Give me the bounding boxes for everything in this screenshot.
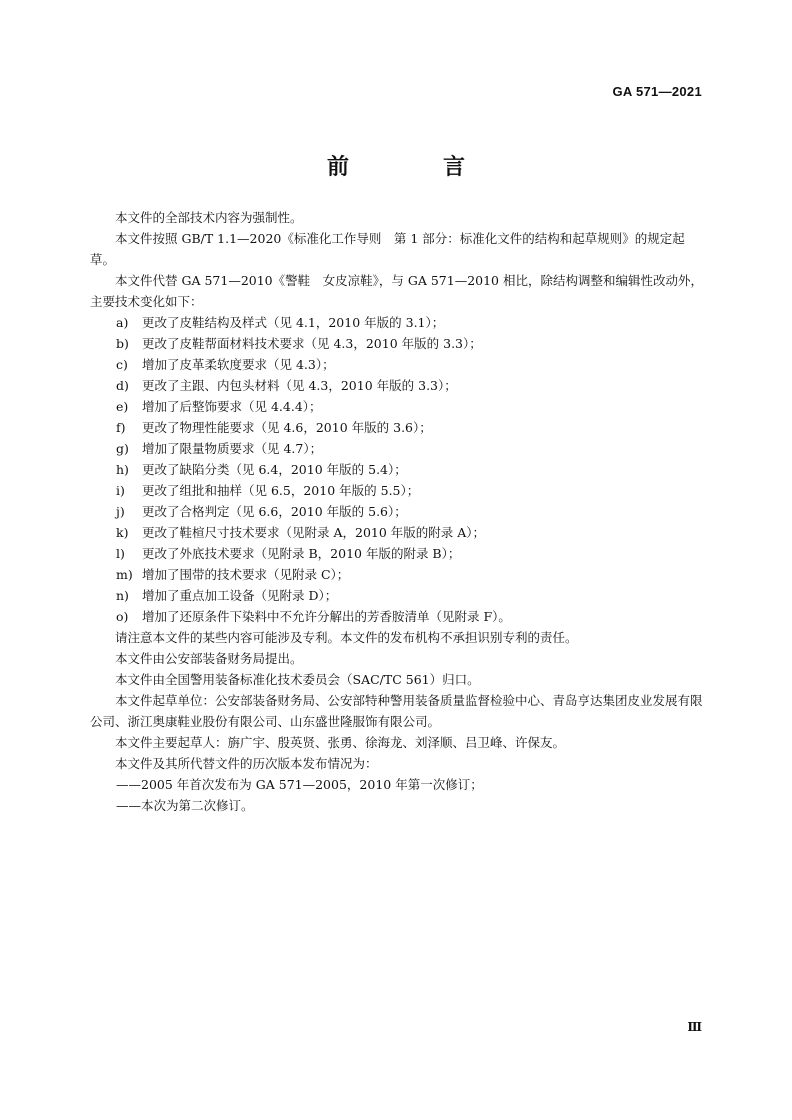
list-item: n) 增加了重点加工设备（见附录 D）； — [116, 588, 338, 603]
paragraph-drafting-units: 本文件起草单位：公安部装备财务局、公安部特种警用装备质量监督检验中心、青岛亨达集团皮业发展有限公司、浙江奥康鞋业股份有限公司、山东盛世隆服饰有限公司。 — [90, 693, 703, 729]
list-item: l) 更改了外底技术要求（见附录 B，2010 年版的附录 B）； — [116, 546, 461, 561]
paragraph-proposer: 本文件由公安部装备财务局提出。 — [115, 651, 303, 666]
paragraph-drafters: 本文件主要起草人：旃广宇、殷英贤、张勇、徐海龙、刘泽顺、吕卫峰、许保友。 — [115, 735, 566, 750]
changes-list — [90, 312, 705, 627]
list-item: k) 更改了鞋楦尺寸技术要求（见附录 A，2010 年版的附录 A）； — [116, 525, 486, 540]
list-item: o) 增加了还原条件下染料中不允许分解出的芳香胺清单（见附录 F）。 — [116, 609, 511, 624]
list-item: i) 更改了组批和抽样（见 6.5，2010 年版的 5.5）； — [116, 483, 420, 498]
list-item: j) 更改了合格判定（见 6.6，2010 年版的 5.6）； — [116, 504, 407, 519]
paragraph-history-intro: 本文件及其所代替文件的历次版本发布情况为： — [115, 756, 378, 771]
list-item: d) 更改了主跟、内包头材料（见 4.3，2010 年版的 3.3）； — [116, 378, 457, 393]
list-item: e) 增加了后整饰要求（见 4.4.4）； — [116, 399, 322, 414]
paragraph-replaces: 本文件代替 GA 571—2010《警鞋 女皮凉鞋》，与 GA 571—2010 相比，除结构调整和编辑性改动外，主要技术变化如下： — [90, 273, 703, 309]
list-item: a) 更改了皮鞋结构及样式（见 4.1，2010 年版的 3.1）； — [116, 315, 445, 330]
list-item: f) 更改了物理性能要求（见 4.6，2010 年版的 3.6）； — [116, 420, 432, 435]
list-item: m) 增加了围带的技术要求（见附录 C）； — [116, 567, 350, 582]
history-item: ——本次为第二次修订。 — [116, 798, 254, 813]
paragraph-drafting-rules: 本文件按照 GB/T 1.1—2020《标准化工作导则 第 1 部分：标准化文件的结构和起草规则》的规定起草。 — [90, 231, 685, 267]
document-code: GA 571—2021 — [612, 84, 702, 99]
paragraph-mandatory: 本文件的全部技术内容为强制性。 — [115, 210, 303, 225]
list-item: c) 增加了皮革柔软度要求（见 4.3）； — [116, 357, 335, 372]
foreword-body — [90, 207, 705, 816]
paragraph-committee: 本文件由全国警用装备标准化技术委员会（SAC/TC 561）归口。 — [115, 672, 480, 687]
page-title: 前 言 — [326, 155, 501, 180]
list-item: g) 增加了限量物质要求（见 4.7）； — [116, 441, 323, 456]
history-item: ——2005 年首次发布为 GA 571—2005，2010 年第一次修订； — [116, 777, 483, 792]
list-item: b) 更改了皮鞋帮面材料技术要求（见 4.3，2010 年版的 3.3）； — [116, 336, 482, 351]
page-number: Ⅲ — [687, 1020, 702, 1034]
paragraph-patent-notice: 请注意本文件的某些内容可能涉及专利。本文件的发布机构不承担识别专利的责任。 — [115, 630, 578, 645]
list-item: h) 更改了缺陷分类（见 6.4，2010 年版的 5.4）； — [116, 462, 407, 477]
